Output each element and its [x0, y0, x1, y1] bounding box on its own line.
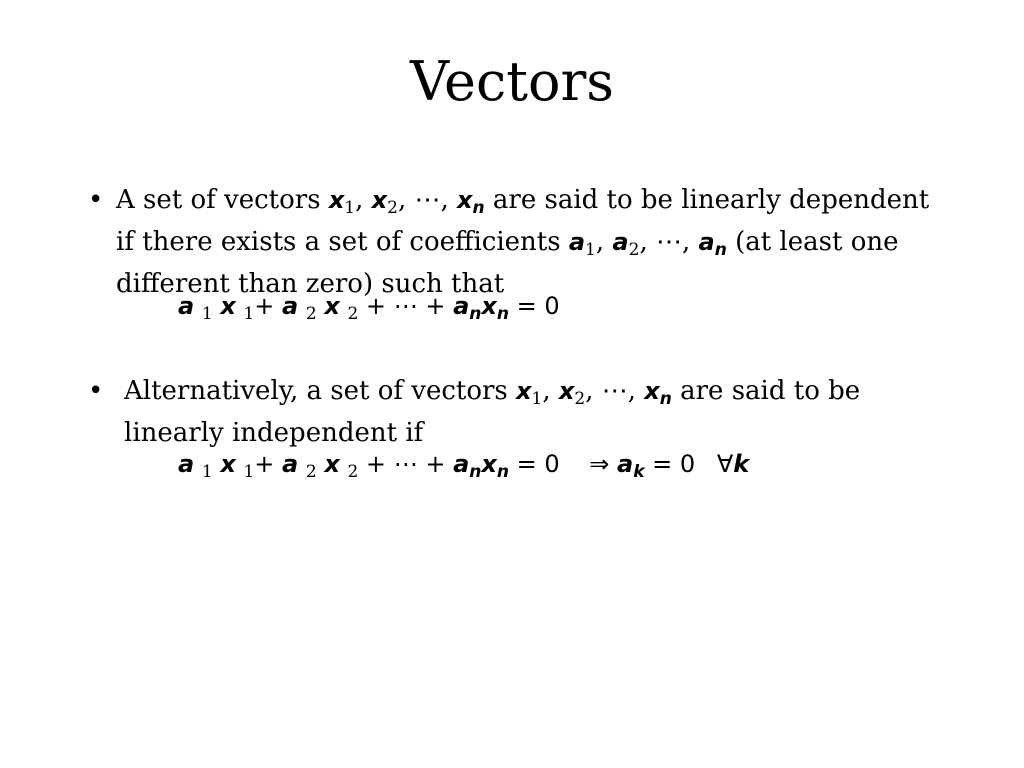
ellipsis: ⋯	[655, 227, 682, 257]
vector-x: x	[324, 292, 340, 320]
plus-sign: +	[425, 450, 446, 478]
ellipsis: ⋯	[393, 450, 418, 478]
coefficient-a: a	[612, 228, 629, 256]
coefficient-a: a	[282, 292, 299, 320]
equals-zero: = 0	[516, 292, 560, 320]
subscript: 1	[344, 198, 356, 218]
text-segment: are said to be	[671, 376, 861, 406]
coefficient-a: a	[453, 450, 470, 478]
subscript: 2	[574, 389, 586, 409]
text-segment: (at least one	[726, 227, 899, 257]
subscript: 2	[628, 240, 640, 260]
text-segment: Alternatively, a set of vectors	[124, 376, 517, 406]
coefficient-a: a	[617, 450, 634, 478]
plus-sign: +	[425, 292, 446, 320]
subscript: n	[469, 304, 482, 324]
comma: ,	[627, 376, 645, 406]
comma: ,	[440, 185, 458, 215]
subscript: k	[633, 462, 645, 482]
plus-sign: +	[365, 450, 387, 478]
bullet-independent-text	[124, 374, 984, 450]
vector-x: x	[558, 377, 575, 405]
comma: ,	[639, 227, 656, 257]
subscript: 2	[305, 462, 317, 482]
bullet-marker: •	[88, 376, 104, 406]
coefficient-a: a	[453, 292, 470, 320]
vector-x: x	[324, 450, 340, 478]
coefficient-a: a	[568, 228, 586, 256]
text-segment: are said to be linearly dependent	[484, 185, 930, 215]
coefficient-a: a	[698, 228, 715, 256]
vector-x: x	[481, 292, 497, 320]
vector-x: x	[220, 292, 236, 320]
equals-zero: = 0	[652, 450, 696, 478]
bullet-dependent-line-2	[116, 225, 996, 267]
text-segment: A set of vectors	[116, 185, 329, 215]
equation-dependent	[178, 292, 560, 324]
vector-x: x	[457, 186, 473, 214]
vector-x: x	[371, 186, 388, 214]
coefficient-a: a	[282, 450, 299, 478]
vector-x: x	[516, 377, 532, 405]
implies-symbol: ⇒	[589, 450, 610, 478]
plus-sign: +	[365, 292, 387, 320]
comma: ,	[681, 227, 699, 257]
comma: ,	[585, 376, 602, 406]
subscript: 2	[387, 198, 398, 218]
coefficient-a: a	[178, 292, 195, 320]
slide-title: Vectors	[410, 50, 614, 113]
comma: ,	[355, 185, 372, 215]
ellipsis: ⋯	[601, 376, 628, 406]
vector-x: x	[220, 450, 236, 478]
subscript: 1	[585, 240, 596, 260]
ellipsis: ⋯	[414, 185, 441, 215]
subscript: 1	[243, 462, 255, 482]
forall-symbol: ∀	[716, 450, 734, 478]
index-k: k	[733, 450, 750, 478]
bullet-dependent-line-1	[116, 183, 996, 225]
plus-sign: +	[254, 450, 275, 478]
vector-x: x	[644, 377, 660, 405]
bullet-dependent-text	[116, 183, 996, 301]
subscript: n	[469, 462, 482, 482]
subscript: 2	[347, 462, 359, 482]
bullet-independent-line-2: linearly independent if	[124, 418, 424, 448]
comma: ,	[542, 376, 559, 406]
subscript: n	[659, 389, 672, 409]
bullet-dependent-line-3: different than zero) such that	[116, 269, 505, 299]
coefficient-a: a	[178, 450, 195, 478]
comma: ,	[397, 185, 415, 215]
text-segment: if there exists a set of coefficients	[116, 227, 569, 257]
subscript: n	[714, 240, 727, 260]
bullet-marker: •	[88, 185, 104, 215]
equation-independent	[178, 450, 749, 482]
ellipsis: ⋯	[393, 292, 418, 320]
vector-x: x	[328, 186, 345, 214]
bullet-independent-line-1	[124, 374, 984, 416]
subscript: 1	[531, 389, 543, 409]
subscript: 2	[305, 304, 317, 324]
vector-x: x	[481, 450, 497, 478]
subscript: n	[496, 304, 509, 324]
subscript: 1	[243, 304, 255, 324]
equals-zero: = 0	[516, 450, 560, 478]
comma: ,	[595, 227, 613, 257]
subscript: 1	[201, 462, 213, 482]
plus-sign: +	[254, 292, 275, 320]
subscript: n	[472, 198, 485, 218]
subscript: 1	[201, 304, 213, 324]
subscript: 2	[347, 304, 359, 324]
subscript: n	[496, 462, 509, 482]
